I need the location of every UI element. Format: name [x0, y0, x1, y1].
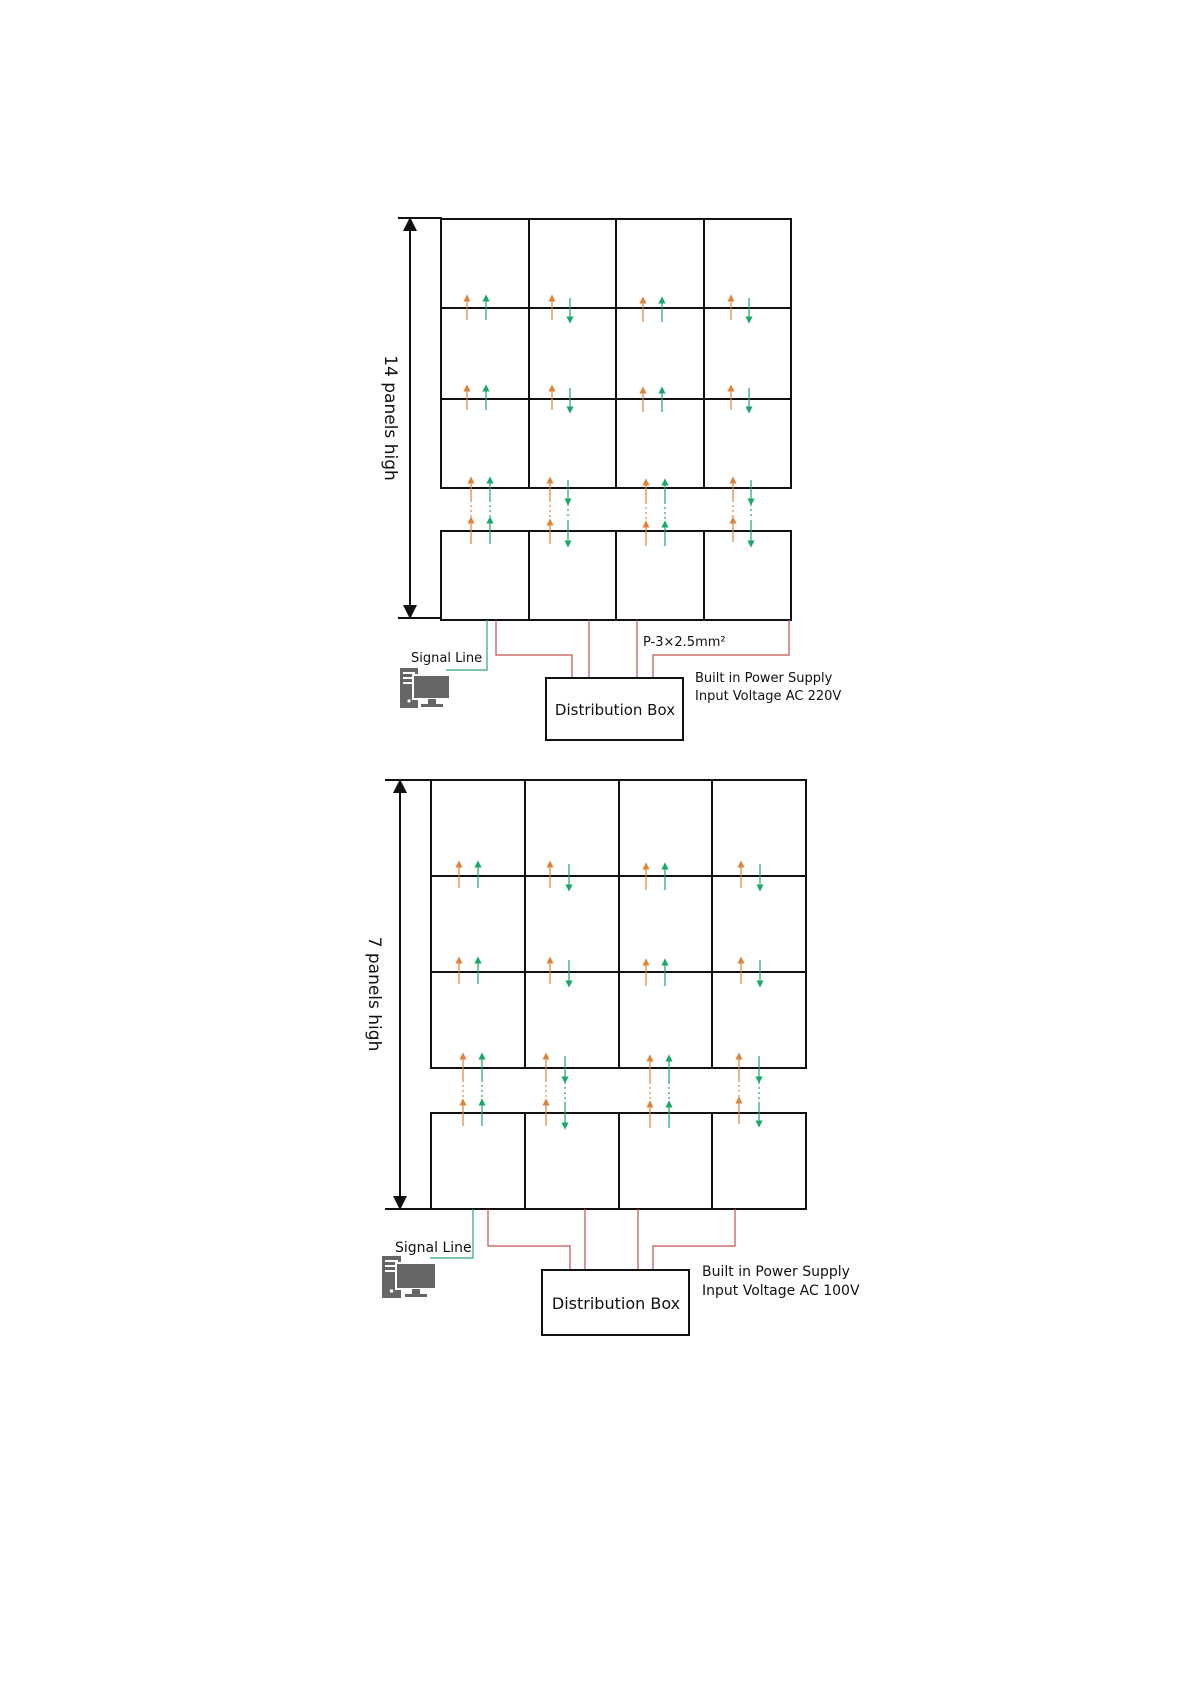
panel	[525, 972, 619, 1068]
panel	[525, 876, 619, 972]
signal-line-label: Signal Line	[395, 1240, 472, 1256]
panel-grid	[431, 780, 806, 1209]
panel	[431, 780, 525, 876]
panel	[441, 219, 529, 308]
power-supply-label: Built in Power Supply	[702, 1264, 850, 1280]
panel	[712, 780, 806, 876]
connection-arrows	[459, 864, 760, 1128]
panel	[431, 876, 525, 972]
panel	[441, 399, 529, 488]
panel	[529, 399, 616, 488]
panel	[441, 308, 529, 399]
computer-icon	[400, 668, 450, 708]
panel	[619, 780, 712, 876]
panel	[704, 219, 791, 308]
signal-line-label: Signal Line	[411, 651, 483, 666]
panel	[712, 1113, 806, 1209]
panel	[529, 531, 616, 620]
panel-grid	[441, 219, 791, 620]
panel	[441, 531, 529, 620]
input-voltage-label: Input Voltage AC 220V	[695, 689, 842, 704]
power-supply-label: Built in Power Supply	[695, 671, 833, 686]
panel	[525, 1113, 619, 1209]
diagram-2	[364, 780, 860, 1335]
panel	[712, 876, 806, 972]
height-label: 14 panels high	[380, 355, 400, 481]
panel	[616, 219, 704, 308]
panel	[704, 399, 791, 488]
connection-arrows	[467, 298, 751, 546]
panel	[712, 972, 806, 1068]
height-label: 7 panels high	[364, 936, 384, 1052]
panel	[616, 531, 704, 620]
distribution-box-label: Distribution Box	[554, 701, 676, 719]
panel	[619, 1113, 712, 1209]
panel	[431, 972, 525, 1068]
cable-spec-label: P-3×2.5mm²	[643, 635, 726, 650]
panel	[431, 1113, 525, 1209]
panel	[619, 972, 712, 1068]
power-cables	[488, 1209, 735, 1270]
panel	[619, 876, 712, 972]
panel	[525, 780, 619, 876]
input-voltage-label: Input Voltage AC 100V	[702, 1283, 860, 1299]
panel	[704, 531, 791, 620]
panel	[529, 219, 616, 308]
distribution-box-label: Distribution Box	[551, 1294, 681, 1313]
panel	[704, 308, 791, 399]
panel	[616, 308, 704, 399]
diagram-1	[380, 218, 841, 740]
panel	[529, 308, 616, 399]
panel	[616, 399, 704, 488]
computer-icon	[382, 1256, 436, 1298]
